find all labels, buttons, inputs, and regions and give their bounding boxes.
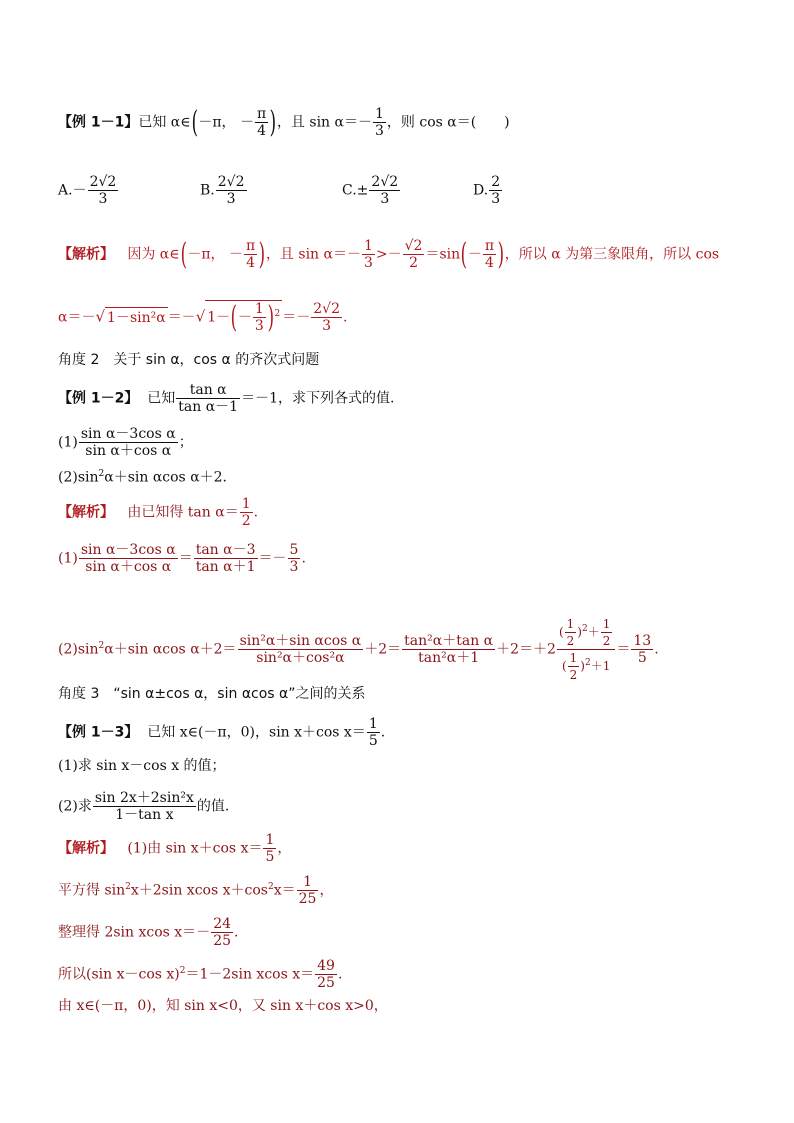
solution-1-1-line2: α＝－√ 1－sin²α ＝－√ 1－(－ $\frac{1}{3}$ )$^2$ ＝－ $\frac{2√2}{3}$ . bbox=[58, 299, 348, 335]
option-c[interactable]: C.± $\frac{2√2}{3}$ bbox=[342, 174, 399, 207]
question-1-2-part1: (1) $\frac{\text{sin α－3cos α}}{\text{sin α＋cos α}}$ ； bbox=[58, 426, 193, 459]
solution-tag: 【解析】 bbox=[58, 246, 114, 263]
solution-1-2-line1: 【解析】 由已知得 tan α＝ $\frac{1}{2}$ . bbox=[58, 496, 259, 529]
solution-tag: 【解析】 bbox=[58, 504, 114, 521]
solution-1-2-part1: (1) $\frac{\text{sin α－3cos α}}{\text{sin α＋cos α}}$ ＝ $\frac{\text{tan α－3}}{\text{tan α＋1}}$ ＝－ $\frac{5}{3}$ . bbox=[58, 542, 306, 575]
question-1-2-part2: $(2)\sin^2\alpha+\sin$ αcos α＋2. bbox=[58, 469, 228, 486]
example-tag: 【例 1－1】 bbox=[58, 114, 139, 131]
solution-1-3-line4: 所以(sin x－cos x)$^2$＝1－2sin xcos x＝ $\frac{49}{25}$ . bbox=[58, 958, 343, 991]
option-a[interactable]: A.－ $\frac{2√2}{3}$ bbox=[58, 174, 117, 207]
option-b[interactable]: B. $\frac{2√2}{3}$ bbox=[200, 174, 245, 207]
solution-1-3-line3: 整理得 2sin xcos x＝－ $\frac{24}{25}$ . bbox=[58, 916, 239, 949]
example-1-1-stem: 【例 1－1】已知 α∈(－π， － $\frac{\pi}{4}$ )，且 sin α＝－ $\frac{1}{3}$ ，则 cos α＝( ) bbox=[58, 104, 510, 140]
solution-1-3-line1: 【解析】 (1)由 sin x＋cos x＝ $\frac{1}{5}$ ， bbox=[58, 832, 292, 865]
example-tag: 【例 1－3】 bbox=[58, 724, 139, 741]
question-1-3-part1: (1)求 sin x－cos x 的值； bbox=[58, 758, 226, 774]
section-heading-angle-2: 角度 2 关于 sin α，cos α 的齐次式问题 bbox=[58, 352, 320, 368]
example-tag: 【例 1－2】 bbox=[58, 390, 139, 407]
solution-1-3-line2: 平方得 $\sin^2x+2\sin$ xcos $x+\cos^2x=$ $\frac{1}{25}$ ， bbox=[58, 874, 334, 907]
example-1-3-stem: 【例 1－3】 已知 x∈(－π，0)，sin x＋cos x＝ $\frac{1}{5}$ . bbox=[58, 716, 386, 749]
solution-tag: 【解析】 bbox=[58, 840, 114, 857]
example-1-2-stem: 【例 1－2】 已知 $\frac{\text{tan α}}{\text{tan α－1}}$ ＝－1，求下列各式的值. bbox=[58, 382, 395, 415]
solution-1-3-line5: 由 x∈(－π，0)，知 sin x<0，又 sin x＋cos x>0， bbox=[58, 998, 388, 1014]
solution-1-1-line1: 【解析】 因为 α∈(－π， － $\frac{\pi}{4}$ )，且 sin α＝－ $\frac{1}{3}$ >－ $\frac{√2}{2}$ ＝sin(－ $\frac{\pi}{4}$ )，所以 α 为第三象限角，所以 cos bbox=[58, 236, 720, 272]
question-1-3-part2: (2)求 $\frac{\text{sin 2x＋2sin²x}}{\text{1－tan x}}$ 的值. bbox=[58, 790, 230, 823]
section-heading-angle-3: 角度 3 “sin α±cos α，sin αcos α”之间的关系 bbox=[58, 686, 366, 702]
solution-1-2-part2: $(2)\sin^2\alpha+\sin$ αcos α＋2＝ $\frac{\text{sin²α＋sin αcos α}}{\text{sin²α＋cos²α}}$ ＋2＝ $\frac{\text{tan²α＋tan α}}{\text{tan²α＋1}}$ ＋2＝＋2 ( $\frac{1}{2}$ )$^2$＋ $\frac{1}{2}$ ( $\frac{1}{2}$ )$^2$＋1 ＝ $\frac{13}{5}$ . bbox=[58, 617, 659, 682]
option-d[interactable]: D. $\frac{2}{3}$ bbox=[473, 174, 501, 207]
